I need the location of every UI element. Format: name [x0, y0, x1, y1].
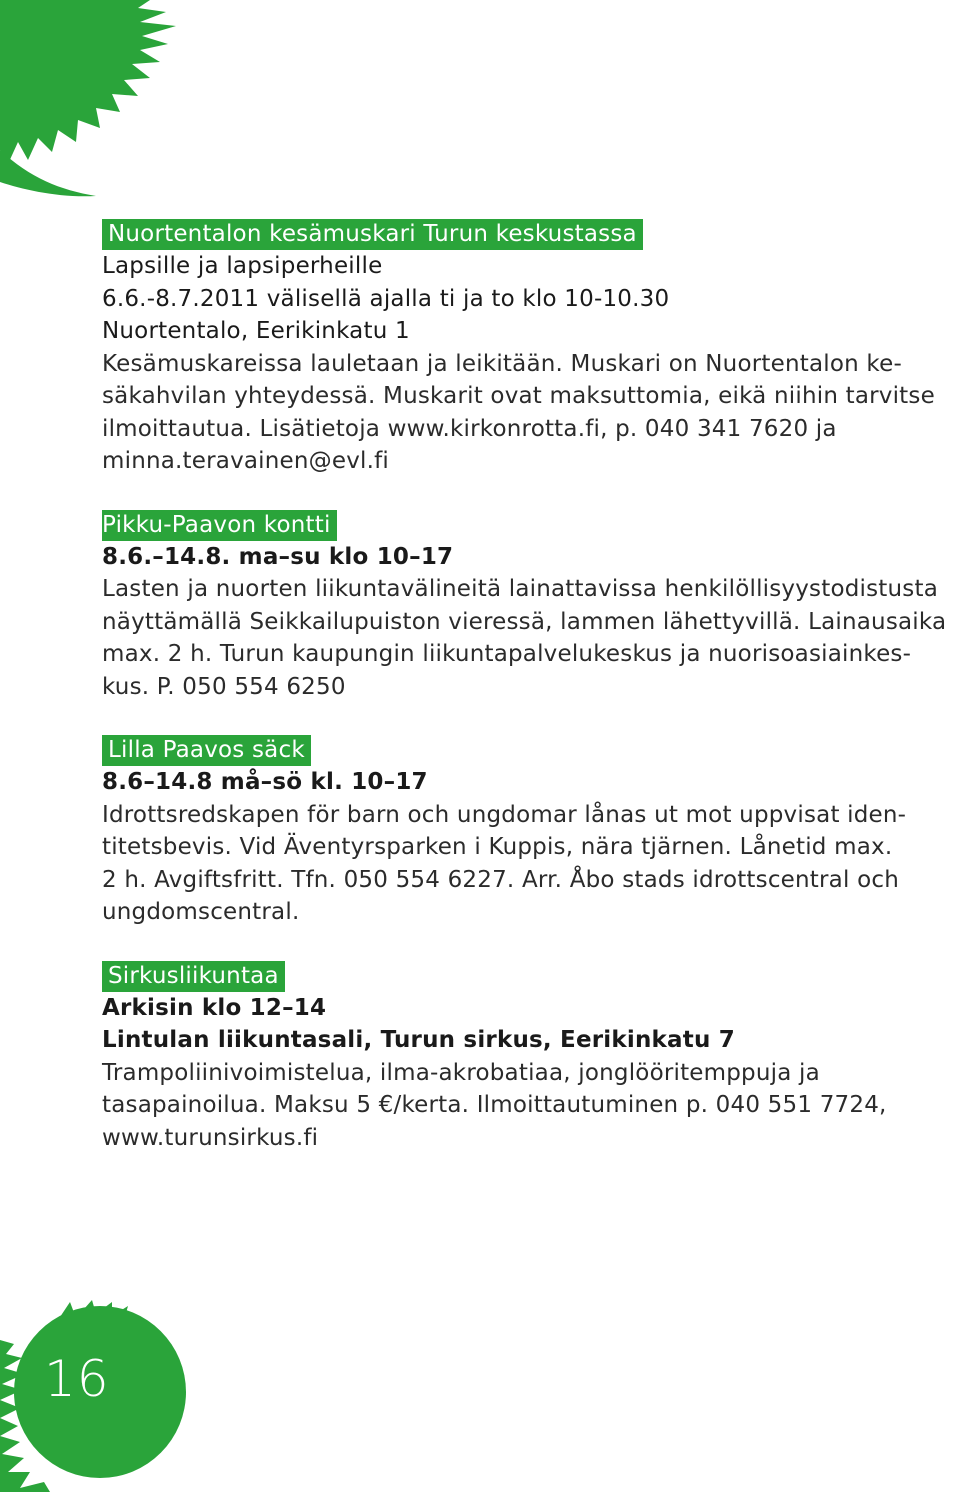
location-line: Nuortentalo, Eerikinkatu 1: [102, 318, 410, 344]
section-sirkusliikuntaa: [102, 961, 960, 1155]
body-line: titetsbevis. Vid Äventyrsparken i Kuppis, nära tjärnen. Lånetid max.: [102, 834, 893, 860]
body-line: ilmoittautua. Lisätietoja www.kirkonrotta.fi, p. 040 341 7620 ja: [102, 415, 837, 442]
body-line: minna.teravainen@evl.fi: [102, 448, 390, 474]
section-heading: Nuortentalon kesämuskari Turun keskustassa: [102, 219, 643, 250]
page-number: 16: [44, 1350, 110, 1408]
body-line: Trampoliinivoimistelua, ilma-akrobatiaa, jonglööritemppuja ja: [102, 1059, 820, 1086]
body-line: max. 2 h. Turun kaupungin liikuntapalvelukeskus ja nuorisoasiainkes-: [102, 641, 912, 667]
section-lilla-paavos-sack: [102, 735, 960, 929]
body-line: tasapainoilua. Maksu 5 €/kerta. Ilmoittautuminen p. 040 551 7724,: [102, 1092, 887, 1118]
location-line: Lintulan liikuntasali, Turun sirkus, Eerikinkatu 7: [102, 1027, 735, 1053]
body-line: ungdomscentral.: [102, 899, 300, 925]
body-line: Idrottsredskapen för barn och ungdomar lånas ut mot uppvisat iden-: [102, 801, 907, 828]
section-kesamuskari: [102, 219, 960, 478]
body-line: näyttämällä Seikkailupuiston vieressä, lammen lähettyvillä. Lainausaika: [102, 608, 947, 635]
section-pikku-paavon-kontti: [102, 510, 960, 704]
schedule-line: Arkisin klo 12–14: [102, 994, 327, 1021]
section-heading: Pikku-Paavon kontti: [102, 510, 337, 541]
body-line: säkahvilan yhteydessä. Muskarit ovat maksuttomia, eikä niihin tarvitse: [102, 383, 935, 409]
schedule-line: 6.6.-8.7.2011 välisellä ajalla ti ja to klo 10-10.30: [102, 285, 670, 312]
section-heading: Sirkusliikuntaa: [102, 961, 285, 992]
body-line: Lasten ja nuorten liikuntavälineitä lainattavissa henkilöllisyystodistusta: [102, 576, 938, 602]
body-line: 2 h. Avgiftsfritt. Tfn. 050 554 6227. Arr. Åbo stads idrottscentral och: [102, 866, 899, 893]
section-heading: Lilla Paavos säck: [102, 735, 311, 766]
schedule-line: 8.6–14.8 må–sö kl. 10–17: [102, 769, 428, 795]
body-line: kus. P. 050 554 6250: [102, 673, 346, 700]
corner-splash-decoration: [0, 0, 200, 200]
body-line: www.turunsirkus.fi: [102, 1124, 319, 1151]
schedule-line: 8.6.–14.8. ma–su klo 10–17: [102, 543, 454, 570]
audience-line: Lapsille ja lapsiperheille: [102, 253, 383, 279]
body-line: Kesämuskareissa lauletaan ja leikitään. Muskari on Nuortentalon ke-: [102, 350, 902, 377]
main-content: [102, 219, 960, 1154]
